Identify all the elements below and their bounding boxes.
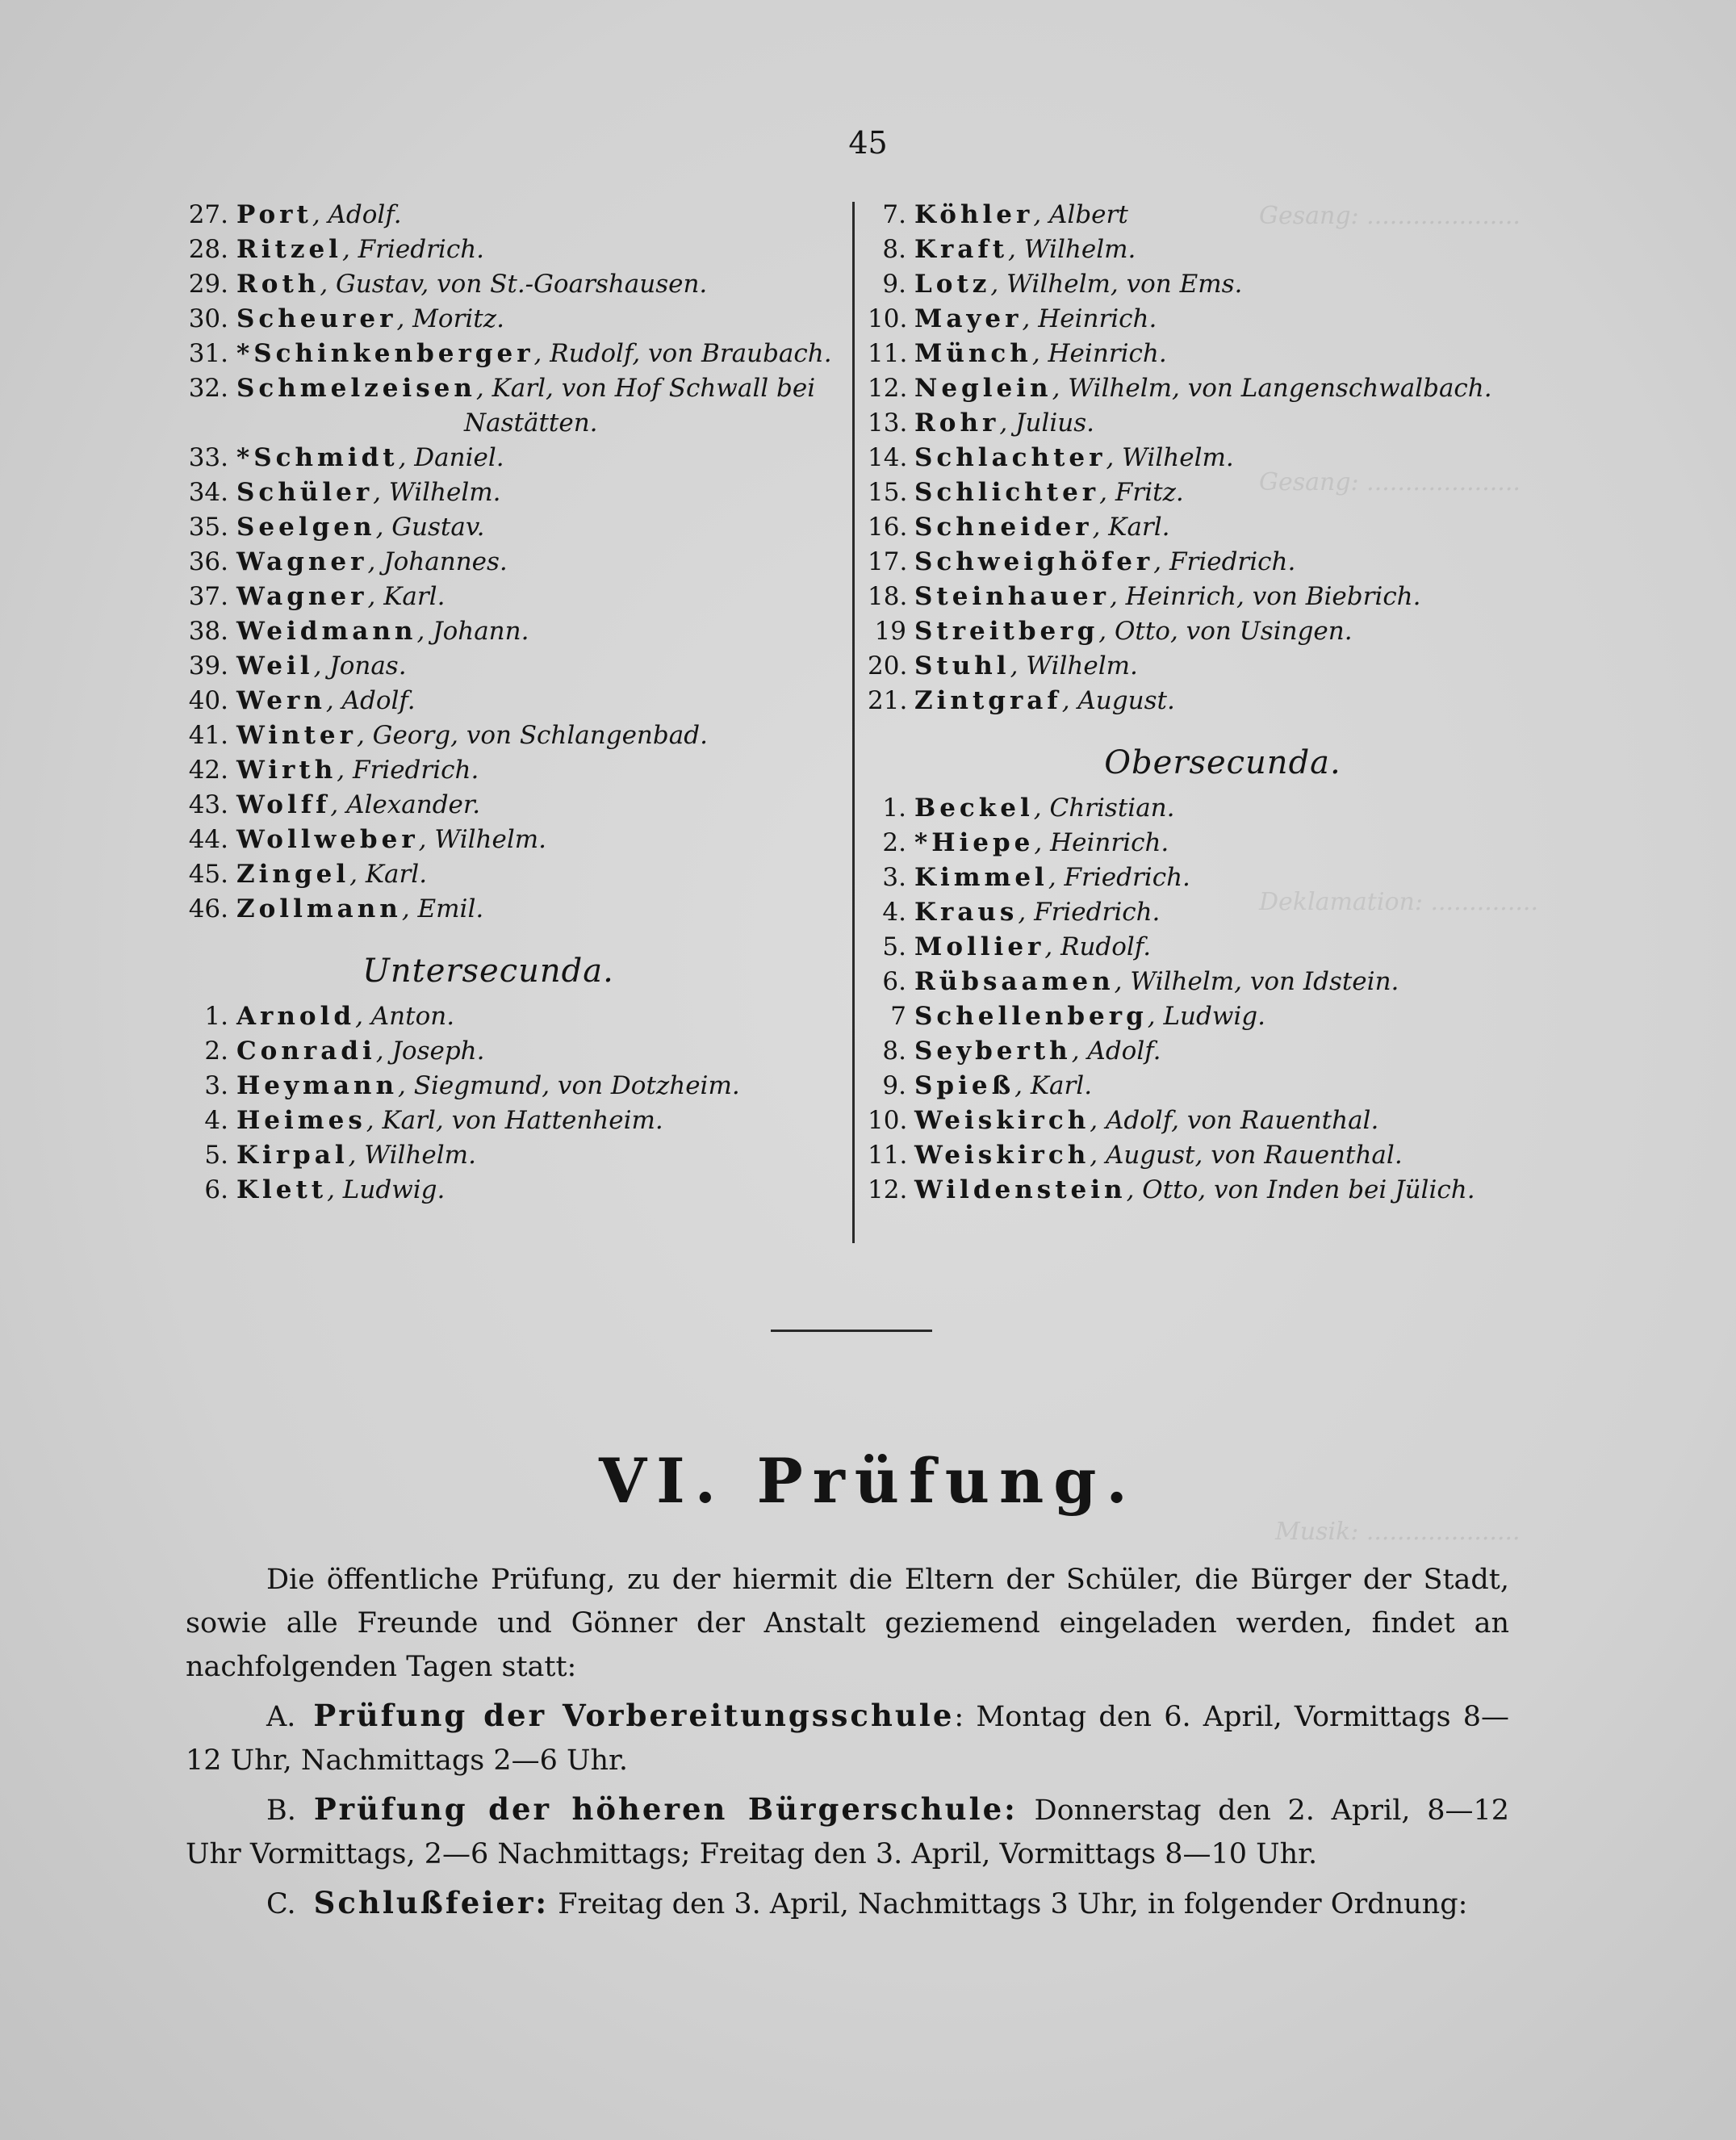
entry-number: 1. <box>204 1002 228 1031</box>
schedule-item <box>186 1787 1509 1876</box>
entry-number: 6. <box>204 1175 228 1204</box>
entry-surname: Scheurer <box>236 304 397 333</box>
entry-surname: Stuhl <box>914 651 1010 681</box>
entry-details: , Wilhelm. <box>373 478 501 507</box>
list-entry <box>182 580 843 614</box>
entry-number: 12. <box>868 374 908 403</box>
entry-surname: Zingel <box>236 860 350 889</box>
entry-details: , Heinrich. <box>1022 304 1157 333</box>
entry-number: 5. <box>204 1141 228 1170</box>
entry-surname: Wolff <box>236 790 331 819</box>
entry-number: 3. <box>882 863 906 892</box>
entry-details: , August, von Rauenthal. <box>1090 1141 1403 1170</box>
entry-details: , Wilhelm. <box>418 825 547 854</box>
entry-number: 32. <box>188 374 228 403</box>
list-entry <box>182 892 843 927</box>
entry-number: 11. <box>868 339 908 368</box>
section-heading-untersecunda: Untersecunda. <box>362 953 614 990</box>
entry-surname: Zintgraf <box>914 686 1062 715</box>
item-label: A. <box>266 1701 296 1733</box>
entry-details: , Johann. <box>416 617 529 646</box>
item-text: Freitag den 3. April, Nachmittags 3 Uhr, in folgender Ordnung: <box>549 1888 1468 1920</box>
entry-details: , Moritz. <box>396 304 504 333</box>
item-title: Prüfung der Vorbereitungsschule <box>313 1698 955 1733</box>
entry-details: , Adolf. <box>1071 1036 1161 1066</box>
list-entry <box>182 441 843 475</box>
list-entry <box>182 999 843 1034</box>
entry-number: 38. <box>188 617 228 646</box>
entry-surname: Rübsaamen <box>914 967 1115 996</box>
list-entry <box>868 649 1675 684</box>
entry-surname: Schneider <box>914 513 1093 542</box>
entry-surname: Heimes <box>236 1106 366 1135</box>
entry-details: , Gustav. <box>375 513 485 542</box>
entry-number: 20. <box>868 651 908 681</box>
entry-number: 17. <box>868 547 908 576</box>
entry-number: 33. <box>188 443 228 472</box>
name-list <box>182 999 843 1208</box>
entry-details: , August. <box>1061 686 1175 715</box>
entry-surname: Port <box>236 200 312 229</box>
name-list <box>868 791 1675 1208</box>
left-column <box>182 198 843 1208</box>
entry-surname: Steinhauer <box>914 582 1110 611</box>
entry-surname: Weidmann <box>236 617 417 646</box>
entry-details: , Karl. <box>367 582 446 611</box>
list-entry <box>182 302 843 337</box>
entry-number: 27. <box>188 200 228 229</box>
entry-details: , Ludwig. <box>1147 1002 1266 1031</box>
list-entry <box>868 1069 1675 1104</box>
entry-surname: Mayer <box>914 304 1023 333</box>
entry-number: 7 <box>890 1002 906 1031</box>
entry-surname: Lotz <box>914 270 991 299</box>
entry-number: 8. <box>882 235 906 264</box>
item-label: B. <box>266 1795 296 1827</box>
entry-details: Nastätten. <box>464 408 598 438</box>
entry-details: , Albert <box>1033 200 1128 229</box>
list-entry <box>182 232 843 267</box>
entry-details: , Georg, von Schlangenbad. <box>356 721 708 750</box>
bleed-through-text: Gesang: .................... <box>1259 468 1521 496</box>
entry-details: , Otto, von Usingen. <box>1098 617 1353 646</box>
entry-details: , Siegmund, von Dotzheim. <box>398 1071 740 1100</box>
entry-number: 37. <box>188 582 228 611</box>
entry-details: , Gustav, von St.-Goarshausen. <box>320 270 708 299</box>
entry-surname: Köhler <box>914 200 1034 229</box>
entry-surname: Schmelzeisen <box>236 374 476 403</box>
item-label: C. <box>266 1888 296 1920</box>
entry-surname: Klett <box>236 1175 328 1204</box>
entry-surname: Weiskirch <box>914 1106 1090 1135</box>
entry-surname: Weil <box>236 651 314 681</box>
list-entry <box>182 1034 843 1069</box>
entry-number: 30. <box>188 304 228 333</box>
entry-number: 18. <box>868 582 908 611</box>
entry-details: , Wilhelm, von Idstein. <box>1114 967 1399 996</box>
entry-details: , Karl. <box>1014 1071 1093 1100</box>
entry-surname: Neglein <box>914 374 1052 403</box>
entry-details: , Adolf, von Rauenthal. <box>1090 1106 1379 1135</box>
entry-surname: Winter <box>236 721 357 750</box>
entry-surname: Kirpal <box>236 1141 349 1170</box>
entry-surname: Wagner <box>236 547 368 576</box>
entry-surname: Roth <box>236 270 320 299</box>
entry-number: 31. <box>188 339 228 368</box>
entry-number: 2. <box>204 1036 228 1066</box>
entry-number: 40. <box>188 686 228 715</box>
entry-number: 3. <box>204 1071 228 1100</box>
entry-surname: Seyberth <box>914 1036 1072 1066</box>
section-body <box>186 1558 1509 1931</box>
list-entry <box>182 718 843 753</box>
list-entry <box>868 1034 1675 1069</box>
entry-number: 19 <box>874 617 906 646</box>
entry-surname: Wagner <box>236 582 368 611</box>
entry-number: 29. <box>188 270 228 299</box>
entry-surname: Ritzel <box>236 235 342 264</box>
name-list <box>868 198 1675 718</box>
entry-number: 42. <box>188 756 228 785</box>
list-entry <box>868 337 1675 371</box>
item-title: Schlußfeier: <box>313 1885 550 1920</box>
entry-number: 14. <box>868 443 908 472</box>
entry-number: 21. <box>868 686 908 715</box>
entry-details: , Otto, von Inden bei Jülich. <box>1126 1175 1475 1204</box>
bleed-through-text: Deklamation: .............. <box>1259 888 1538 916</box>
entry-number: 6. <box>882 967 906 996</box>
list-entry <box>868 791 1675 826</box>
entry-number: 43. <box>188 790 228 819</box>
list-entry <box>182 371 843 406</box>
list-entry <box>182 649 843 684</box>
list-entry <box>182 1104 843 1138</box>
entry-surname: Weiskirch <box>914 1141 1090 1170</box>
entry-number: 1. <box>882 794 906 823</box>
entry-number: 8. <box>882 1036 906 1066</box>
list-entry <box>868 302 1675 337</box>
entry-surname: Heymann <box>236 1071 398 1100</box>
entry-number: 9. <box>882 270 906 299</box>
list-entry <box>182 1069 843 1104</box>
entry-surname: Kraft <box>914 235 1009 264</box>
list-entry <box>182 823 843 857</box>
entry-details: , Wilhelm. <box>348 1141 476 1170</box>
entry-details: , Fritz. <box>1099 478 1184 507</box>
entry-surname: Wern <box>236 686 326 715</box>
list-entry <box>868 1104 1675 1138</box>
list-entry <box>182 684 843 718</box>
entry-number: 7. <box>882 200 906 229</box>
section-rule <box>771 1330 932 1332</box>
list-entry <box>868 198 1675 232</box>
entry-number: 4. <box>204 1106 228 1135</box>
entry-number: 10. <box>868 304 908 333</box>
entry-details: , Wilhelm, von Ems. <box>990 270 1243 299</box>
entry-details: , Karl, von Hof Schwall bei <box>475 374 816 403</box>
entry-details: , Julius. <box>999 408 1094 438</box>
list-entry <box>868 441 1675 475</box>
entry-surname: Wirth <box>236 756 337 785</box>
list-entry <box>868 545 1675 580</box>
list-entry <box>868 965 1675 999</box>
entry-surname: Schlichter <box>914 478 1100 507</box>
entry-details: , Anton. <box>355 1002 455 1031</box>
list-entry <box>182 267 843 302</box>
list-entry <box>182 510 843 545</box>
column-divider <box>852 202 855 1243</box>
list-entry <box>868 232 1675 267</box>
entry-number: 12. <box>868 1175 908 1204</box>
entry-surname: *Schmidt <box>236 443 399 472</box>
entry-details: , Alexander. <box>330 790 481 819</box>
entry-number: 9. <box>882 1071 906 1100</box>
list-entry <box>182 788 843 823</box>
entry-surname: Beckel <box>914 794 1034 823</box>
entry-number: 44. <box>188 825 228 854</box>
section-title: VI. Prüfung. <box>599 1445 1137 1517</box>
entry-details: , Friedrich. <box>1018 898 1161 927</box>
schedule-item <box>186 1694 1509 1782</box>
list-entry <box>868 826 1675 861</box>
entry-number: 41. <box>188 721 228 750</box>
entry-details: , Joseph. <box>375 1036 485 1066</box>
entry-surname: Wildenstein <box>914 1175 1127 1204</box>
entry-number: 28. <box>188 235 228 264</box>
entry-surname: Schellenberg <box>914 1002 1148 1031</box>
entry-details: , Friedrich. <box>337 756 479 785</box>
list-entry <box>868 999 1675 1034</box>
list-entry <box>868 861 1675 895</box>
entry-number: 16. <box>868 513 908 542</box>
schedule-item <box>186 1881 1509 1926</box>
entry-surname: *Schinkenberger <box>236 339 534 368</box>
entry-surname: Conradi <box>236 1036 376 1066</box>
bleed-through-text: Gesang: .................... <box>1259 202 1521 230</box>
entry-number: 36. <box>188 547 228 576</box>
entry-details: , Christian. <box>1033 794 1175 823</box>
list-entry <box>182 614 843 649</box>
list-entry <box>868 1173 1675 1208</box>
entry-surname: Spieß <box>914 1071 1015 1100</box>
entry-details: , Ludwig. <box>327 1175 446 1204</box>
item-title: Prüfung der höheren Bürgerschule: <box>313 1791 1018 1827</box>
entry-details: , Friedrich. <box>341 235 485 264</box>
entry-surname: Schweighöfer <box>914 547 1154 576</box>
entry-number: 46. <box>188 894 228 923</box>
list-entry <box>868 1138 1675 1173</box>
entry-details: , Adolf. <box>312 200 402 229</box>
list-entry <box>868 371 1675 406</box>
entry-number: 5. <box>882 932 906 961</box>
entry-number: 34. <box>188 478 228 507</box>
entry-details: , Emil. <box>401 894 484 923</box>
entry-number: 10. <box>868 1106 908 1135</box>
entry-number: 35. <box>188 513 228 542</box>
entry-surname: Seelgen <box>236 513 376 542</box>
entry-number: 45. <box>188 860 228 889</box>
right-column <box>868 198 1675 1208</box>
entry-details: , Karl. <box>1092 513 1170 542</box>
schedule-list <box>186 1694 1509 1926</box>
entry-surname: Zollmann <box>236 894 402 923</box>
list-entry <box>182 545 843 580</box>
entry-details: , Wilhelm, von Langenschwalbach. <box>1052 374 1492 403</box>
list-entry <box>182 406 843 441</box>
list-entry <box>182 475 843 510</box>
intro-paragraph: Die öffentliche Prüfung, zu der hiermit die Eltern der Schüler, die Bürger der Stadt, sowie alle Freunde und Gönner der Anstalt geziemend eingeladen werden, findet an nachfolgenden Tagen statt: <box>186 1564 1509 1683</box>
entry-number: 4. <box>882 898 906 927</box>
entry-details: , Jonas. <box>313 651 407 681</box>
list-entry <box>182 337 843 371</box>
entry-surname: Kimmel <box>914 863 1048 892</box>
entry-surname: Münch <box>914 339 1032 368</box>
list-entry <box>182 198 843 232</box>
entry-details: , Adolf. <box>325 686 416 715</box>
entry-number: 13. <box>868 408 908 438</box>
entry-details: , Friedrich. <box>1048 863 1190 892</box>
entry-surname: Wollweber <box>236 825 419 854</box>
entry-surname: Mollier <box>914 932 1045 961</box>
entry-details: , Daniel. <box>398 443 504 472</box>
entry-surname: Arnold <box>236 1002 356 1031</box>
entry-details: , Johannes. <box>367 547 508 576</box>
list-entry <box>868 475 1675 510</box>
list-entry <box>868 684 1675 718</box>
list-entry <box>868 895 1675 930</box>
name-list <box>182 198 843 927</box>
item-text: Donnerstag den 2. April, 8—12 Uhr Vormittags, 2—6 Nachmittags; Freitag den 3. April, Vormittags 8—10 Uhr. <box>186 1795 1509 1870</box>
entry-details: , Karl. <box>349 860 428 889</box>
list-entry <box>868 930 1675 965</box>
list-entry <box>868 406 1675 441</box>
list-entry <box>868 267 1675 302</box>
entry-details: , Karl, von Hattenheim. <box>366 1106 663 1135</box>
list-entry <box>182 753 843 788</box>
entry-number: 11. <box>868 1141 908 1170</box>
entry-number: 15. <box>868 478 908 507</box>
list-entry <box>868 614 1675 649</box>
entry-details: , Heinrich. <box>1034 828 1169 857</box>
entry-surname: Rohr <box>914 408 1000 438</box>
bleed-through-text: Musik: .................... <box>1275 1518 1521 1546</box>
list-entry <box>182 857 843 892</box>
entry-surname: Streitberg <box>914 617 1099 646</box>
entry-surname: *Hiepe <box>914 828 1035 857</box>
entry-details: , Rudolf. <box>1044 932 1152 961</box>
list-entry <box>868 580 1675 614</box>
list-entry <box>182 1173 843 1208</box>
entry-details: , Wilhelm. <box>1106 443 1234 472</box>
entry-number: 2. <box>882 828 906 857</box>
entry-surname: Schlachter <box>914 443 1106 472</box>
list-entry <box>868 510 1675 545</box>
entry-details: , Wilhelm. <box>1010 651 1138 681</box>
entry-details: , Wilhelm. <box>1008 235 1136 264</box>
entry-surname: Schüler <box>236 478 374 507</box>
page-number: 45 <box>848 125 888 161</box>
entry-details: , Heinrich, von Biebrich. <box>1109 582 1421 611</box>
entry-details: , Friedrich. <box>1153 547 1296 576</box>
entry-number: 39. <box>188 651 228 681</box>
entry-surname: Kraus <box>914 898 1019 927</box>
entry-details: , Rudolf, von Braubach. <box>533 339 832 368</box>
list-entry <box>182 1138 843 1173</box>
section-heading-obersecunda: Obersecunda. <box>1104 744 1341 781</box>
entry-details: , Heinrich. <box>1031 339 1167 368</box>
item-text: : Montag den 6. April, Vormittags 8—12 Uhr, Nachmittags 2—6 Uhr. <box>186 1701 1509 1777</box>
